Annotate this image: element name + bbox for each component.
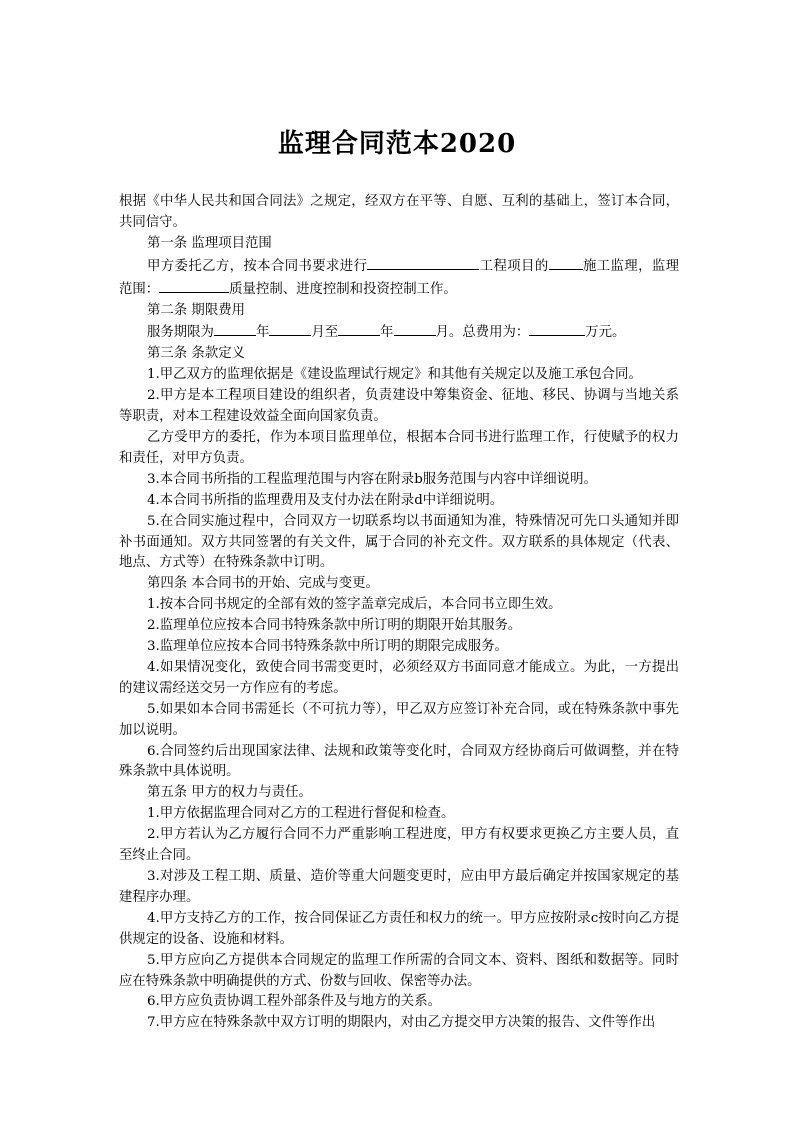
term-text-2: 年 xyxy=(255,325,270,341)
term-text-6: 万元。 xyxy=(585,325,626,341)
clause-5-6: 6.甲方应负责协调工程外部条件及与地方的关系。 xyxy=(147,994,441,1010)
intro-paragraph: 根据《中华人民共和国合同法》之规定，经双方在平等、自愿、互利的基础上，签订本合同，共同信守。 xyxy=(119,194,679,230)
clause-4-6: 6.合同签约后出现国家法律、法规和政策等变化时，合同双方经协商后可做调整，并在特殊条款中具体说明。 xyxy=(119,743,679,780)
scope-text-3: 施工监理，监理范围： xyxy=(119,258,680,297)
clause-5-1: 1.甲方依据监理合同对乙方的工程进行督促和检查。 xyxy=(147,806,455,822)
clause-3-5: 5.在合同实施过程中，合同双方一切联系均以书面通知为准，特殊情况可先口头通知并即补书面通知。双方共同签署的有关文件，属于合同的补充文件。双方联系的具体规定（代表、地点、方式等）在特殊条款中订明。 xyxy=(119,513,679,571)
supervision-type-blank xyxy=(549,255,583,270)
clause-5-4: 4.甲方支持乙方的工作，按合同保证乙方责任和权力的统一。甲方应按附录c按时向乙方提供规定的设备、设施和材料。 xyxy=(119,910,679,947)
clause-3-3: 3.本合同书所指的工程监理范围与内容在附录b服务范围与内容中详细说明。 xyxy=(147,471,597,487)
scope-paragraph xyxy=(119,255,679,301)
clause-4-5: 5.如果如本合同书需延长（不可抗力等），甲乙双方应签订补充合同，或在特殊条款中事先加以说明。 xyxy=(119,701,679,738)
end-year-blank xyxy=(338,321,380,336)
term-text-5: 月。总费用为： xyxy=(435,325,530,341)
scope-blank xyxy=(159,278,229,293)
term-text-3: 月至 xyxy=(311,325,339,341)
total-fee-blank xyxy=(529,321,585,336)
article-3-heading: 第三条 条款定义 xyxy=(147,346,245,362)
article-2-heading: 第二条 期限费用 xyxy=(147,302,245,318)
clause-5-2: 2.甲方若认为乙方履行合同不力严重影响工程进度，甲方有权要求更换乙方主要人员，直至终止合同。 xyxy=(119,827,679,864)
article-5-heading: 第五条 甲方的权力与责任。 xyxy=(147,785,312,801)
clause-5-7: 7.甲方应在特殊条款中双方订明的期限内，对由乙方提交甲方决策的报告、文件等作出 xyxy=(147,1015,656,1031)
term-paragraph xyxy=(119,321,679,344)
scope-text-2: 工程项目的 xyxy=(479,258,549,274)
clause-3-1: 1.甲乙双方的监理依据是《建设监理试行规定》和其他有关规定以及施工承包合同。 xyxy=(147,367,642,383)
scope-text-4: 质量控制、进度控制和投资控制工作。 xyxy=(229,281,457,297)
scope-text-1: 甲方委托乙方，按本合同书要求进行 xyxy=(147,258,368,274)
term-text-1: 服务期限为 xyxy=(147,325,214,341)
clause-3-2b: 乙方受甲方的委托，作为本项目监理单位，根据本合同书进行监理工作，行使赋予的权力和责任，对甲方负责。 xyxy=(119,429,679,466)
article-1-heading: 第一条 监理项目范围 xyxy=(147,235,272,251)
project-name-blank xyxy=(367,255,479,270)
clause-3-2: 2.甲方是本工程项目建设的组织者，负责建设中筹集资金、征地、移民、协调与当地关系等职责，对本工程建设效益全面向国家负责。 xyxy=(119,388,679,425)
clause-5-5: 5.甲方应向乙方提供本合同规定的监理工作所需的合同文本、资料、图纸和数据等。同时应在特殊条款中明确提供的方式、份数与回收、保密等办法。 xyxy=(119,952,679,989)
start-year-blank xyxy=(214,321,256,336)
clause-4-4: 4.如果情况变化，致使合同书需变更时，必须经双方书面同意才能成立。为此，一方提出的建议需经送交另一方作应有的考虑。 xyxy=(119,659,679,696)
clause-4-3: 3.监理单位应按本合同书特殊条款中所订明的期限完成服务。 xyxy=(147,639,508,655)
end-month-blank xyxy=(394,321,436,336)
article-4-heading: 第四条 本合同书的开始、完成与变更。 xyxy=(147,576,379,592)
clause-4-2: 2.监理单位应按本合同书特殊条款中所订明的期限开始其服务。 xyxy=(147,618,522,634)
start-month-blank xyxy=(269,321,311,336)
document-body xyxy=(119,192,679,1034)
term-text-4: 年 xyxy=(380,325,394,341)
clause-5-3: 3.对涉及工程工期、质量、造价等重大问题变更时，应由甲方最后确定并按国家规定的基建程序办理。 xyxy=(119,869,679,905)
document-title: 监理合同范本2020 xyxy=(277,129,517,159)
clause-3-4: 4.本合同书所指的监理费用及支付办法在附录d中详细说明。 xyxy=(147,492,504,508)
clause-4-1: 1.按本合同书规定的全部有效的签字盖章完成后，本合同书立即生效。 xyxy=(147,597,562,613)
